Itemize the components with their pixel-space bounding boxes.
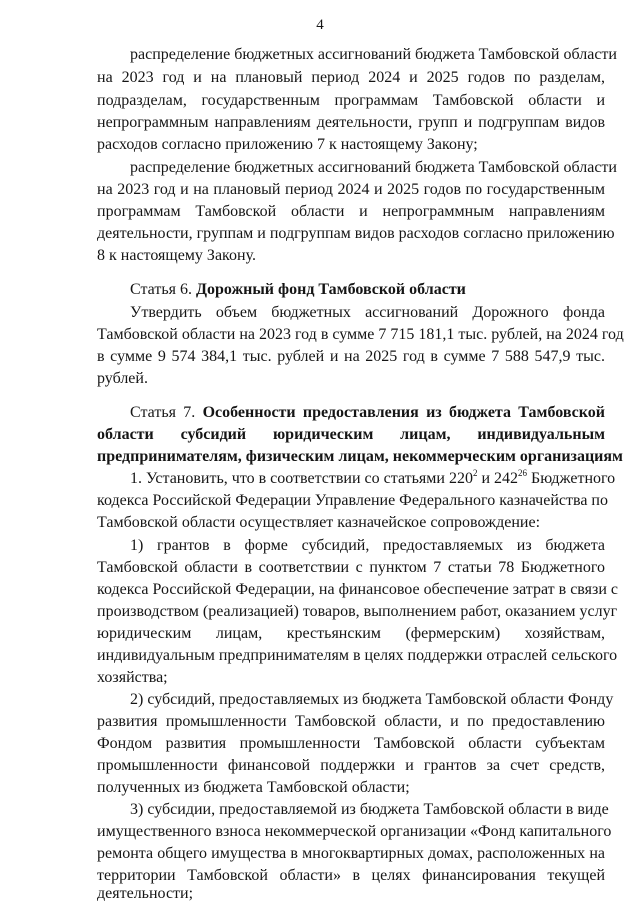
text-line: промышленности финансовой поддержки и грантов за счет средств, — [97, 757, 605, 774]
item-1-line: 1. Установить, что в соответствии со статьями $220^2$ и $242^{26}$ Бюджетного — [130, 468, 616, 487]
text-line: деятельности; — [97, 885, 194, 902]
text-line: юридическим лицам, крестьянским (фермерским) хозяйствам, — [97, 625, 605, 642]
text-line: непрограммным направлениям деятельности, групп и подгруппам видов — [97, 114, 605, 131]
text-line: в сумме 9 574 384,1 тыс. рублей и на 2025 год в сумме 7 588 547,9 тыс. — [97, 348, 605, 365]
article-6-title: Дорожный фонд Тамбовской области — [195, 281, 466, 298]
text-line: 1) грантов в форме субсидий, предоставляемых из бюджета — [130, 537, 605, 554]
text-line: 2) субсидий, предоставляемых из бюджета Тамбовской области Фонду — [130, 691, 614, 708]
text-line: расходов согласно приложению 7 к настоящему Закону; — [97, 136, 478, 153]
text-line: распределение бюджетных ассигнований бюджета Тамбовской области — [130, 159, 617, 176]
text-line: производством (реализацией) товаров, выполнением работ, оказанием услуг — [97, 603, 618, 620]
text-line: Тамбовской области в соответствии с пунктом 7 статьи 78 Бюджетного — [97, 559, 605, 576]
text-line: 3) субсидии, предоставляемой из бюджета Тамбовской области в виде — [130, 801, 609, 818]
text-line: на 2023 год и на плановый период 2024 и 2025 годов по разделам, — [97, 69, 605, 86]
text-line: ремонта общего имущества в многоквартирных домах, расположенных на — [97, 845, 605, 862]
text-line: кодекса Российской Федерации, на финансовое обеспечение затрат в связи с — [97, 581, 618, 598]
text-line: развития промышленности Тамбовской области, и по предоставлению — [97, 713, 605, 730]
article-7-title-line: Особенности предоставления из бюджета Тамбовской — [202, 404, 605, 421]
text-line: 8 к настоящему Закону. — [97, 247, 256, 264]
text-line: рублей. — [97, 370, 148, 387]
page-number: 4 — [316, 17, 324, 33]
text-line: хозяйства; — [97, 669, 168, 686]
article-7-title-line: предпринимателям, физическим лицам, некоммерческим организациям — [97, 448, 623, 465]
text-line: полученных из бюджета Тамбовской области; — [97, 779, 410, 796]
text-line: деятельности, группам и подгруппам видов расходов согласно приложению — [97, 225, 615, 242]
superscript: 26 — [518, 468, 528, 478]
article-7-label: Статья 7. — [130, 404, 203, 421]
text-line: территории Тамбовской области» в целях финансирования текущей — [97, 867, 605, 884]
text-line: подразделам, государственным программам Тамбовской области и — [97, 92, 605, 109]
text-line: на 2023 год и на плановый период 2024 и 2025 годов по государственным — [97, 181, 605, 198]
article-6-label: Статья 6. — [130, 281, 196, 298]
text-line: кодекса Российской Федерации Управление Федерального казначейства по — [97, 492, 608, 509]
text-line: распределение бюджетных ассигнований бюджета Тамбовской области — [130, 46, 617, 63]
text-line: Тамбовской области на 2023 год в сумме 7 715 181,1 тыс. рублей, на 2024 год — [97, 326, 624, 343]
superscript: 2 — [472, 468, 478, 478]
article-7-heading — [130, 402, 605, 423]
text-line: Фондом развития промышленности Тамбовской области субъектам — [97, 735, 605, 752]
text-line: программам Тамбовской области и непрограммным направлениям — [97, 203, 605, 220]
text-line: индивидуальным предпринимателям в целях поддержки отраслей сельского — [97, 647, 618, 664]
article-7-title-line: области субсидий юридическим лицам, индивидуальным — [97, 426, 605, 443]
text-line: Тамбовской области осуществляет казначейское сопровождение: — [97, 514, 541, 531]
text-line: имущественного взноса некоммерческой организации «Фонд капитального — [97, 823, 612, 840]
text-line: Утвердить объем бюджетных ассигнований Дорожного фонда — [130, 304, 605, 321]
article-6-heading — [130, 279, 605, 300]
